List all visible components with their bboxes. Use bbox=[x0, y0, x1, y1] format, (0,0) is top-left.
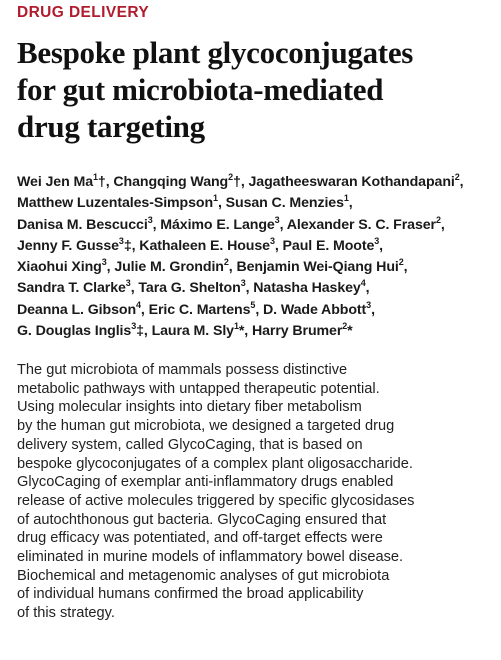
author-name: D. Wade Abbott bbox=[263, 301, 367, 318]
author-mark: , bbox=[403, 259, 408, 276]
author-mark: , bbox=[459, 174, 464, 190]
author-mark: * bbox=[347, 323, 353, 340]
author-mark: , bbox=[440, 216, 445, 233]
author-mark: , bbox=[371, 301, 375, 318]
author-mark: , bbox=[106, 259, 115, 276]
abstract-line: delivery system, called GlycoCaging, that is based on bbox=[17, 436, 363, 453]
affiliation-number: 1 bbox=[213, 193, 218, 204]
author-mark: , bbox=[348, 195, 353, 212]
author-mark: , bbox=[365, 280, 370, 297]
abstract-line: GlycoCaging of exemplar anti-inflammatory drugs enabled bbox=[17, 474, 394, 491]
author-mark: , bbox=[255, 301, 263, 318]
affiliation-number: 2 bbox=[435, 214, 441, 225]
affiliation-number: 3 bbox=[366, 299, 372, 310]
author-name: Sandra T. Clarke bbox=[17, 280, 126, 297]
title-line: drug targeting bbox=[17, 109, 205, 144]
author-name: Jagatheeswaran Kothandapani bbox=[248, 174, 455, 190]
author-line bbox=[17, 172, 497, 193]
affiliation-number: 1 bbox=[93, 172, 98, 182]
author-mark: ‡, bbox=[136, 323, 152, 340]
abstract-line: The gut microbiota of mammals possess distinctive bbox=[17, 362, 348, 378]
affiliation-number: 2 bbox=[454, 172, 460, 182]
abstract bbox=[17, 361, 497, 623]
author-line bbox=[17, 278, 497, 299]
affiliation-number: 3 bbox=[269, 235, 275, 246]
affiliation-number: 2 bbox=[342, 321, 348, 332]
author-name: Benjamin Wei-Qiang Hui bbox=[236, 259, 399, 276]
section-label: DRUG DELIVERY bbox=[17, 4, 150, 21]
author-mark: *, bbox=[238, 323, 252, 340]
affiliation-number: 2 bbox=[398, 257, 404, 268]
abstract-line: of this strategy. bbox=[17, 605, 115, 622]
author-name: Paul E. Moote bbox=[282, 237, 375, 254]
author-name: Susan C. Menzies bbox=[225, 195, 344, 212]
title-line: for gut microbiota-mediated bbox=[17, 72, 384, 107]
author-name: Danisa M. Bescucci bbox=[17, 216, 148, 233]
author-name: Wei Jen Ma bbox=[17, 174, 94, 190]
abstract-line: of autochthonous gut bacteria. GlycoCaging ensured that bbox=[17, 511, 387, 528]
author-list bbox=[17, 172, 497, 342]
author-line bbox=[17, 215, 497, 236]
author-name: Harry Brumer bbox=[251, 323, 343, 340]
author-name: Deanna L. Gibson bbox=[17, 301, 137, 318]
author-name: Tara G. Shelton bbox=[138, 280, 241, 297]
author-line bbox=[17, 257, 497, 278]
author-name: Changqing Wang bbox=[113, 174, 229, 190]
title-line: Bespoke plant glycoconjugates bbox=[17, 35, 414, 70]
affiliation-number: 3 bbox=[101, 257, 107, 268]
author-name: Julie M. Grondin bbox=[114, 259, 224, 276]
affiliation-number: 3 bbox=[147, 214, 153, 225]
author-mark: ‡, bbox=[123, 237, 140, 254]
affiliation-number: 5 bbox=[250, 299, 256, 310]
abstract-line: Using molecular insights into dietary fiber metabolism bbox=[17, 399, 362, 416]
abstract-line: Biochemical and metagenomic analyses of gut microbiota bbox=[17, 567, 390, 584]
author-name: Alexander S. C. Fraser bbox=[286, 216, 436, 233]
author-name: Máximo E. Lange bbox=[160, 216, 275, 233]
author-mark: , bbox=[245, 280, 254, 297]
author-line bbox=[17, 300, 497, 321]
author-mark: †, bbox=[97, 174, 114, 190]
author-name: Jenny F. Gusse bbox=[17, 237, 119, 254]
author-line bbox=[17, 236, 497, 257]
author-name: Natasha Haskey bbox=[253, 280, 361, 297]
author-mark: , bbox=[140, 301, 149, 318]
abstract-line: by the human gut microbiota, we designed a targeted drug bbox=[17, 418, 395, 435]
author-mark: , bbox=[274, 237, 283, 254]
author-line bbox=[17, 193, 497, 214]
affiliation-number: 3 bbox=[274, 214, 280, 225]
author-mark: , bbox=[379, 237, 384, 254]
author-name: G. Douglas Inglis bbox=[17, 323, 132, 340]
abstract-line: of individual humans confirmed the broad applicability bbox=[17, 586, 364, 603]
affiliation-number: 4 bbox=[360, 278, 366, 289]
author-mark: , bbox=[130, 280, 139, 297]
abstract-line: release of active molecules triggered by specific glycosidases bbox=[17, 492, 415, 509]
affiliation-number: 2 bbox=[228, 172, 234, 182]
abstract-line: metabolic pathways with untapped therapeutic potential. bbox=[17, 380, 380, 397]
author-mark: , bbox=[152, 216, 161, 233]
author-name: Matthew Luzentales-Simpson bbox=[17, 195, 214, 212]
affiliation-number: 1 bbox=[343, 193, 349, 204]
author-line bbox=[17, 321, 497, 342]
author-name: Xiaohui Xing bbox=[17, 259, 102, 276]
affiliation-number: 4 bbox=[136, 299, 141, 310]
abstract-line: bespoke glycoconjugates of a complex plant oligosaccharide. bbox=[17, 455, 413, 472]
affiliation-number: 3 bbox=[131, 321, 137, 332]
affiliation-number: 3 bbox=[125, 278, 131, 289]
author-name: Laura M. Sly bbox=[151, 323, 234, 340]
author-mark: , bbox=[279, 216, 287, 233]
author-name: Eric C. Martens bbox=[148, 301, 251, 318]
author-mark: , bbox=[217, 195, 226, 212]
author-name: Kathaleen E. House bbox=[139, 237, 270, 254]
author-mark: †, bbox=[233, 174, 249, 190]
abstract-line: eliminated in murine models of inflammatory bowel disease. bbox=[17, 549, 404, 566]
affiliation-number: 3 bbox=[374, 235, 380, 246]
abstract-line: drug efficacy was potentiated, and off-target effects were bbox=[17, 530, 383, 547]
author-mark: , bbox=[228, 259, 237, 276]
article-title bbox=[17, 34, 497, 145]
affiliation-number: 2 bbox=[223, 257, 229, 268]
affiliation-number: 3 bbox=[118, 235, 124, 246]
affiliation-number: 3 bbox=[240, 278, 246, 289]
affiliation-number: 1 bbox=[233, 321, 239, 332]
